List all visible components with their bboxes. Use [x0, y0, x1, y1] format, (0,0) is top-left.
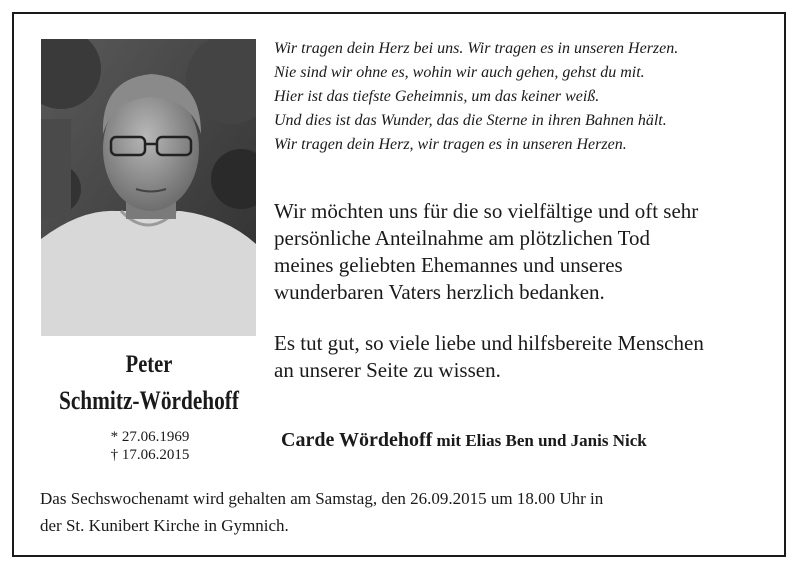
poem-line: Wir tragen dein Herz, wir tragen es in unseren Herzen. [274, 136, 627, 153]
family-signature [281, 426, 647, 455]
support-line: an unserer Seite zu wissen. [274, 358, 501, 382]
thanks-line: wunderbaren Vaters herzlich bedanken. [274, 280, 605, 304]
notice-line: Das Sechswochenamt wird gehalten am Samstag, den 26.09.2015 um 18.00 Uhr in [40, 489, 604, 508]
thanks-paragraph [274, 198, 774, 306]
poem-line: Wir tragen dein Herz bei uns. Wir tragen es in unseren Herzen. [274, 40, 679, 57]
thanks-line: Wir möchten uns für die so vielfältige und oft sehr [274, 199, 699, 223]
poem-line: Und dies ist das Wunder, das die Sterne in ihren Bahnen hält. [274, 112, 667, 129]
death-date: † 17.06.2015 [110, 447, 190, 463]
poem-line: Hier ist das tiefste Geheimnis, um das keiner weiß. [274, 88, 600, 105]
support-line: Es tut gut, so viele liebe und hilfsbereite Menschen [274, 331, 704, 355]
family-members: mit Elias Ben und Janis Nick [432, 431, 647, 450]
poem-line: Nie sind wir ohne es, wohin wir auch gehen, gehst du mit. [274, 64, 645, 81]
deceased-last-name: Schmitz-Wördehoff [58, 386, 239, 415]
family-main-name: Carde Wördehoff [281, 429, 433, 451]
thanks-line: persönliche Anteilnahme am plötzlichen Tod [274, 226, 651, 250]
support-paragraph [274, 330, 774, 384]
birth-date: * 27.06.1969 [110, 429, 190, 445]
portrait-photo [41, 39, 256, 336]
poem [274, 37, 774, 157]
deceased-first-name: Peter [125, 351, 173, 378]
thanks-line: meines geliebten Ehemannes und unseres [274, 253, 623, 277]
notice-line: der St. Kunibert Kirche in Gymnich. [40, 516, 289, 535]
mass-notice [40, 485, 765, 539]
